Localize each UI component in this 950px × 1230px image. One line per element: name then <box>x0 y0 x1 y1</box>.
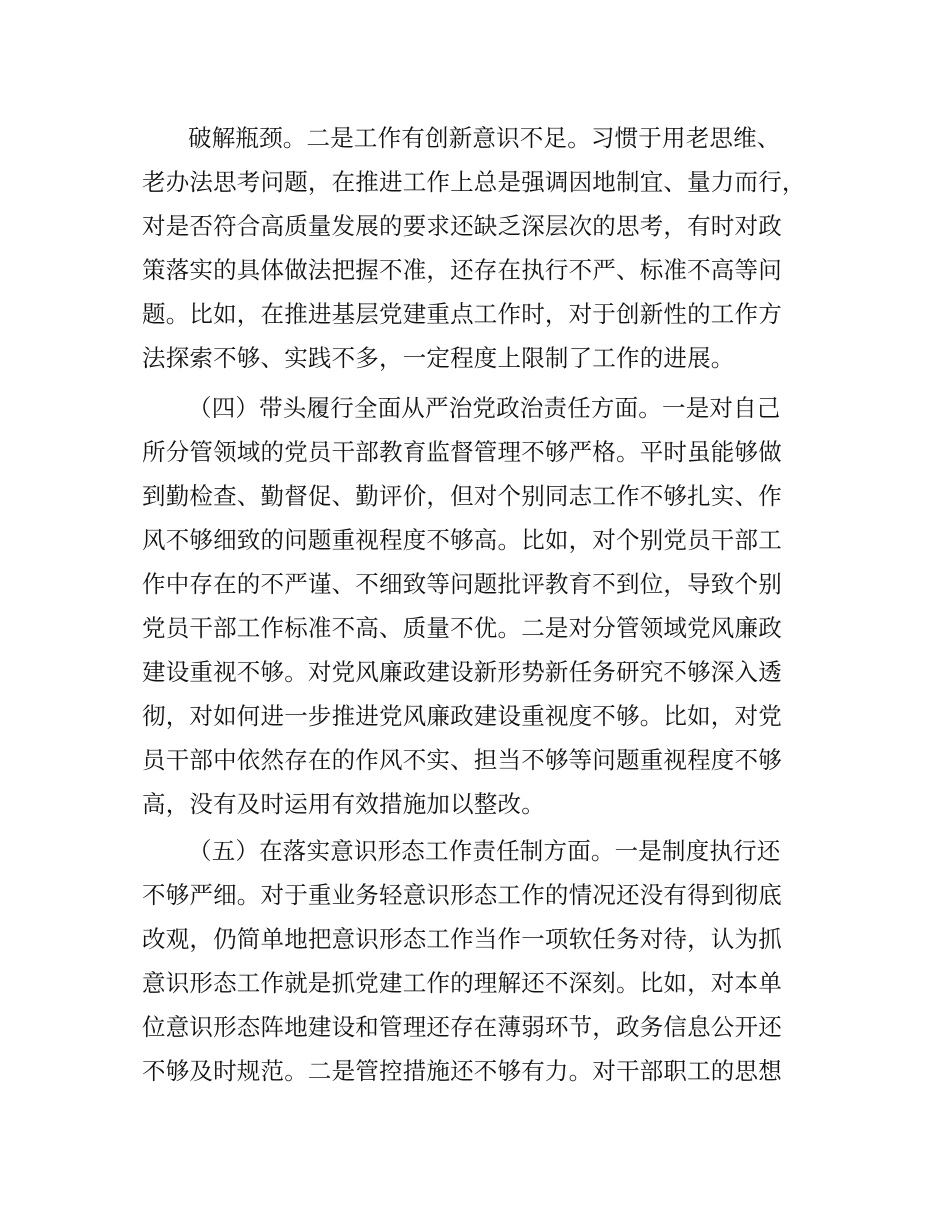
text-line: 不够严细。对于重业务轻意识形态工作的情况还没有得到彻底 <box>142 881 782 909</box>
paragraph-section-four <box>142 386 832 826</box>
text-line: 彻，对如何进一步推进党风廉政建设重视度不够。比如，对党 <box>142 702 782 730</box>
text-line: 所分管领域的党员干部教育监督管理不够严格。平时虽能够做 <box>142 438 782 466</box>
text-line: 破解瓶颈。二是工作有创新意识不足。习惯于用老思维、 <box>188 124 781 152</box>
paragraph-section-five <box>142 829 832 1093</box>
text-line: （四）带头履行全面从严治党政治责任方面。一是对自己 <box>188 394 781 422</box>
text-line: （五）在落实意识形态工作责任制方面。一是制度执行还 <box>188 837 781 865</box>
text-line: 不够及时规范。二是管控措施还不够有力。对干部职工的思想 <box>142 1057 782 1085</box>
text-line: 策落实的具体做法把握不准，还存在执行不严、标准不高等问 <box>142 256 782 284</box>
text-line: 党员干部工作标准不高、质量不优。二是对分管领域党风廉政 <box>142 614 782 642</box>
text-line: 作中存在的不严谨、不细致等问题批评教育不到位，导致个别 <box>142 570 782 598</box>
text-line: 老办法思考问题，在推进工作上总是强调因地制宜、量力而行， <box>142 168 806 196</box>
text-line: 改观，仍简单地把意识形态工作当作一项软任务对待，认为抓 <box>142 925 782 953</box>
text-line: 高，没有及时运用有效措施加以整改。 <box>142 790 545 818</box>
text-line: 法探索不够、实践不多，一定程度上限制了工作的进展。 <box>142 344 735 372</box>
text-line: 位意识形态阵地建设和管理还存在薄弱环节，政务信息公开还 <box>142 1013 782 1041</box>
text-line: 题。比如，在推进基层党建重点工作时，对于创新性的工作方 <box>142 300 782 328</box>
text-line: 对是否符合高质量发展的要求还缺乏深层次的思考，有时对政 <box>142 212 782 240</box>
text-line: 风不够细致的问题重视程度不够高。比如，对个别党员干部工 <box>142 526 782 554</box>
text-line: 建设重视不够。对党风廉政建设新形势新任务研究不够深入透 <box>142 658 782 686</box>
paragraph-continuation <box>142 116 832 380</box>
text-line: 意识形态工作就是抓党建工作的理解还不深刻。比如，对本单 <box>142 969 782 997</box>
text-line: 员干部中依然存在的作风不实、担当不够等问题重视程度不够 <box>142 746 782 774</box>
text-line: 到勤检查、勤督促、勤评价，但对个别同志工作不够扎实、作 <box>142 482 782 510</box>
